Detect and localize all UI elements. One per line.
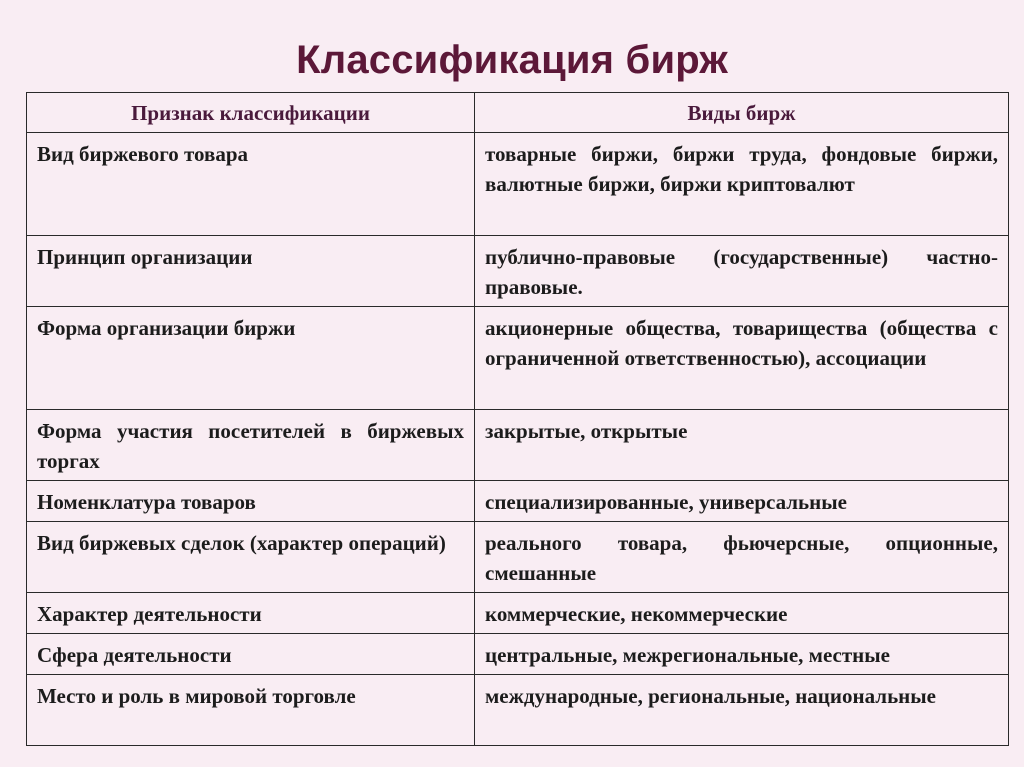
- criterion-cell: Форма организации биржи: [27, 307, 475, 410]
- table-row: [27, 133, 1009, 236]
- table-row: [27, 634, 1009, 675]
- criterion-cell: Форма участия посетителей в биржевых торгах: [27, 410, 475, 481]
- criterion-cell: Характер деятельности: [27, 593, 475, 634]
- table-row: [27, 675, 1009, 746]
- classification-table: [26, 92, 1009, 746]
- criterion-cell: Сфера деятельности: [27, 634, 475, 675]
- criterion-cell: Вид биржевых сделок (характер операций): [27, 522, 475, 593]
- table-row: [27, 593, 1009, 634]
- column-header-criterion: Признак классификации: [27, 93, 475, 133]
- criterion-cell: Место и роль в мировой торговле: [27, 675, 475, 746]
- exchange-types-cell: реального товара, фьючерсные, опционные, смешанные: [475, 522, 1009, 593]
- exchange-types-cell: закрытые, открытые: [475, 410, 1009, 481]
- criterion-cell: Принцип организации: [27, 236, 475, 307]
- column-header-exchange-types: Виды бирж: [475, 93, 1009, 133]
- exchange-types-cell: международные, региональные, национальные: [475, 675, 1009, 746]
- exchange-types-cell: публично-правовые (государственные) частно-правовые.: [475, 236, 1009, 307]
- exchange-types-cell: коммерческие, некоммерческие: [475, 593, 1009, 634]
- table-row: [27, 410, 1009, 481]
- exchange-types-cell: товарные биржи, биржи труда, фондовые биржи, валютные биржи, биржи криптовалют: [475, 133, 1009, 236]
- exchange-types-cell: акционерные общества, товарищества (общества с ограниченной ответственностью), ассоциации: [475, 307, 1009, 410]
- page-title: Классификация бирж: [296, 38, 728, 82]
- criterion-cell: Номенклатура товаров: [27, 481, 475, 522]
- criterion-cell: Вид биржевого товара: [27, 133, 475, 236]
- exchange-types-cell: центральные, межрегиональные, местные: [475, 634, 1009, 675]
- table-header-row: [27, 93, 1009, 133]
- exchange-types-cell: специализированные, универсальные: [475, 481, 1009, 522]
- table-row: [27, 481, 1009, 522]
- table-row: [27, 307, 1009, 410]
- table-row: [27, 522, 1009, 593]
- table-row: [27, 236, 1009, 307]
